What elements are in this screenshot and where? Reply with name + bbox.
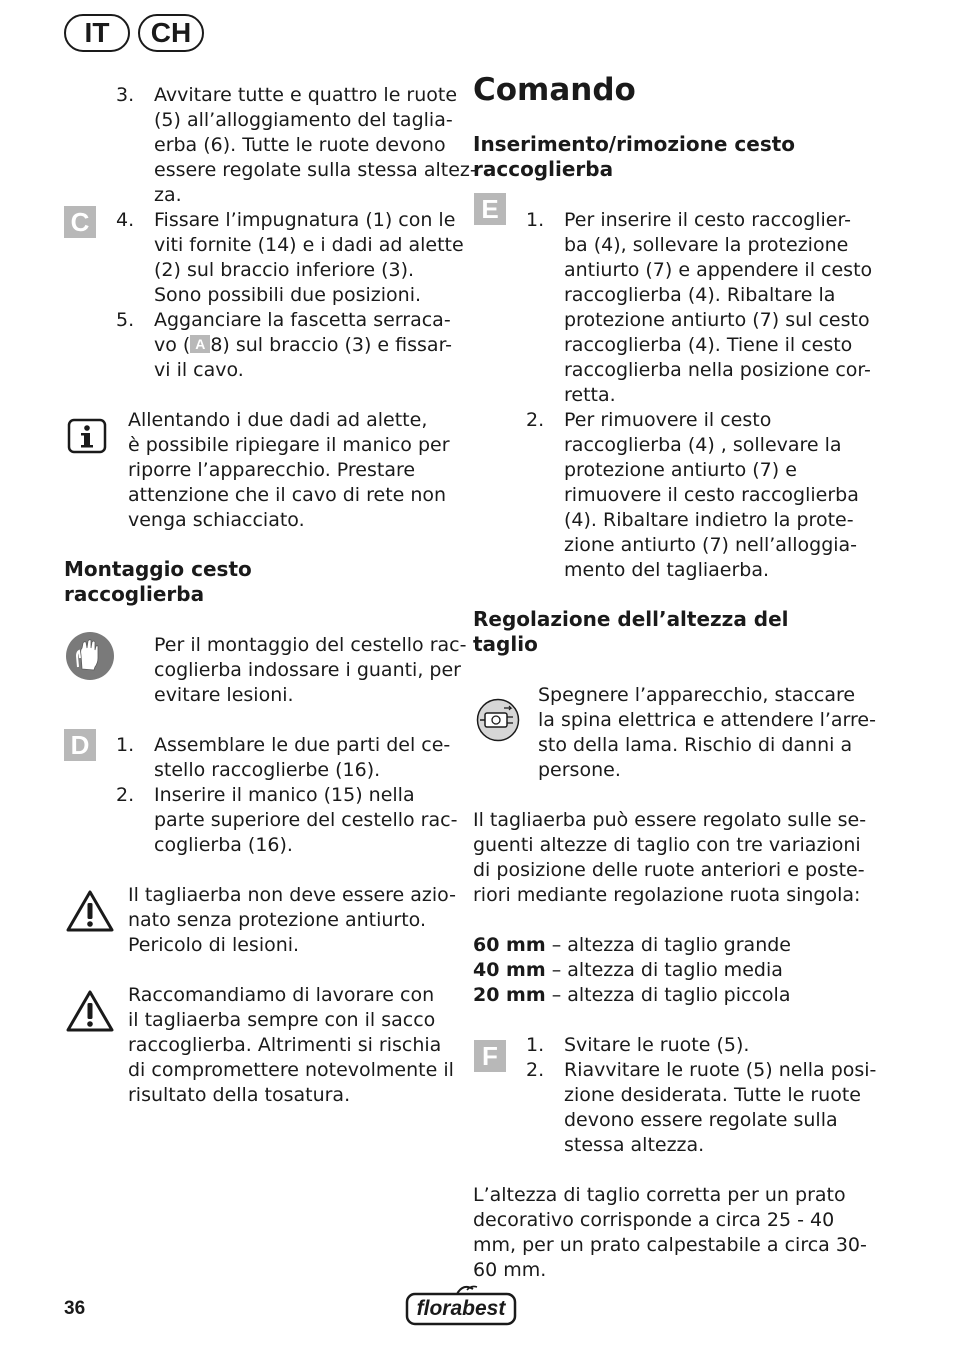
step-text-line: mento del tagliaerba. — [564, 559, 770, 581]
step-text-line: zione desiderata. Tutte le ruote — [564, 1084, 861, 1106]
figure-f-marker: F — [474, 1040, 506, 1072]
note-text-line: risultato della tosatura. — [128, 1084, 351, 1106]
step-text-line: antiurto (7) e appendere il cesto — [564, 259, 873, 281]
note-text-line: la spina elettrica e attendere l’arre- — [538, 709, 876, 731]
step-text-line: Sono possibili due posizioni. — [154, 284, 422, 306]
height-value: 20 mm — [473, 984, 546, 1006]
step-number: 1. — [526, 209, 545, 231]
gloves-icon — [65, 631, 115, 681]
paragraph-line: di posizione delle ruote anteriori e poste- — [473, 859, 865, 881]
paragraph-line: riori mediante regolazione ruota singola: — [473, 884, 861, 906]
step-text-line: raccoglierba nella posizione cor- — [564, 359, 871, 381]
lang-badge-it: IT — [64, 14, 130, 52]
height-desc: – altezza di taglio piccola — [545, 984, 791, 1006]
step-text-line: (5) all’alloggiamento del taglia- — [154, 109, 453, 131]
step-text-line: Assemblare le due parti del ce- — [154, 734, 451, 756]
step-text-line: Inserire il manico (15) nella — [154, 784, 415, 806]
paragraph-line: L’altezza di taglio corretta per un prato — [473, 1184, 846, 1206]
step-number: 4. — [116, 209, 135, 231]
unplug-icon — [476, 698, 520, 742]
step-text-line: raccoglierba (4). Ribaltare la — [564, 284, 836, 306]
text-fragment: vo ( — [154, 334, 191, 356]
figure-c-marker: C — [64, 206, 96, 238]
height-desc: – altezza di taglio media — [545, 959, 783, 981]
note-text-line: Allentando i due dadi ad alette, — [128, 409, 428, 431]
step-text-line: raccoglierba (4). Tiene il cesto — [564, 334, 853, 356]
step-text-line: Svitare le ruote (5). — [564, 1034, 750, 1056]
step-text-line: retta. — [564, 384, 616, 406]
step-text-line: devono essere regolate sulla — [564, 1109, 838, 1131]
step-text-line: protezione antiurto (7) e — [564, 459, 797, 481]
note-text-line: Per il montaggio del cestello rac- — [154, 634, 467, 656]
step-number: 3. — [116, 84, 135, 106]
note-text-line: attenzione che il cavo di rete non — [128, 484, 447, 506]
step-text-line: protezione antiurto (7) sul cesto — [564, 309, 870, 331]
page-number: 36 — [64, 1298, 86, 1319]
lang-badge-ch: CH — [138, 14, 204, 52]
step-text-line: (4). Ribaltare indietro la prote- — [564, 509, 854, 531]
figure-a-marker: A — [190, 335, 210, 353]
note-text-line: nato senza protezione antiurto. — [128, 909, 426, 931]
warning-icon — [66, 989, 114, 1033]
text-fragment: 8) sul braccio (3) e fissar- — [210, 334, 453, 356]
heading-line: raccoglierba — [64, 582, 205, 606]
note-text-line: evitare lesioni. — [154, 684, 294, 706]
step-text-line: Avvitare tutte e quattro le ruote — [154, 84, 458, 106]
note-text-line: coglierba indossare i guanti, per — [154, 659, 461, 681]
info-icon — [67, 418, 107, 454]
paragraph-line: Il tagliaerba può essere regolato sulle se- — [473, 809, 867, 831]
step-text-line: Riavvitare le ruote (5) nella posi- — [564, 1059, 877, 1081]
height-desc: – altezza di taglio grande — [545, 934, 791, 956]
step-text-line: Fissare l’impugnatura (1) con le — [154, 209, 456, 231]
step-text-line: stello raccoglierbe (16). — [154, 759, 381, 781]
figure-e-marker: E — [474, 193, 506, 225]
height-item — [473, 933, 791, 958]
step-text-line: raccoglierba (4) , sollevare la — [564, 434, 842, 456]
step-text-line: za. — [154, 184, 182, 206]
note-text-line: raccoglierba. Altrimenti si rischia — [128, 1034, 442, 1056]
figure-d-marker: D — [64, 729, 96, 761]
note-text-line: di compromettere notevolmente il — [128, 1059, 454, 1081]
note-text-line: Il tagliaerba non deve essere azio- — [128, 884, 457, 906]
heading-line: Montaggio cesto — [64, 557, 252, 581]
paragraph-line: mm, per un prato calpestabile a circa 30- — [473, 1234, 867, 1256]
brand-logo — [405, 1285, 517, 1327]
step-text-line: vi il cavo. — [154, 359, 244, 381]
step-number: 2. — [526, 409, 545, 431]
heading-line: taglio — [473, 632, 538, 656]
heading-line: Inserimento/rimozione cesto — [473, 132, 796, 156]
paragraph-line: guenti altezze di taglio con tre variazioni — [473, 834, 861, 856]
step-text-line: Per rimuovere il cesto — [564, 409, 772, 431]
step-text-line: ba (4), sollevare la protezione — [564, 234, 849, 256]
step-number: 5. — [116, 309, 135, 331]
note-text-line: il tagliaerba sempre con il sacco — [128, 1009, 436, 1031]
step-number: 2. — [116, 784, 135, 806]
step-text-line: zione antiurto (7) nell’alloggia- — [564, 534, 858, 556]
note-text-line: riporre l’apparecchio. Prestare — [128, 459, 416, 481]
step-text-line: rimuovere il cesto raccoglierba — [564, 484, 859, 506]
note-text-line: Raccomandiamo di lavorare con — [128, 984, 435, 1006]
step-text-line: Per inserire il cesto raccoglier- — [564, 209, 851, 231]
warning-icon — [66, 889, 114, 933]
paragraph-line: decorativo corrisponde a circa 25 - 40 — [473, 1209, 835, 1231]
step-text-line — [154, 333, 452, 358]
step-number: 1. — [116, 734, 135, 756]
note-text-line: venga schiacciato. — [128, 509, 305, 531]
paragraph-line: 60 mm. — [473, 1259, 547, 1281]
step-number: 2. — [526, 1059, 545, 1081]
note-text-line: persone. — [538, 759, 621, 781]
page-title: Comando — [473, 72, 636, 108]
step-text-line: erba (6). Tutte le ruote devono — [154, 134, 446, 156]
heading-line: raccoglierba — [473, 157, 614, 181]
step-number: 1. — [526, 1034, 545, 1056]
height-item — [473, 958, 783, 983]
height-item — [473, 983, 790, 1008]
step-text-line: coglierba (16). — [154, 834, 293, 856]
note-text-line: è possibile ripiegare il manico per — [128, 434, 450, 456]
height-value: 40 mm — [473, 959, 546, 981]
heading-line: Regolazione dell’altezza del — [473, 607, 789, 631]
note-text-line: Pericolo di lesioni. — [128, 934, 300, 956]
note-text-line: sto della lama. Rischio di danni a — [538, 734, 853, 756]
brand-logo-text: florabest — [416, 1297, 506, 1320]
step-text-line: viti fornite (14) e i dadi ad alette — [154, 234, 464, 256]
step-text-line: Agganciare la fascetta serraca- — [154, 309, 451, 331]
step-text-line: (2) sul braccio inferiore (3). — [154, 259, 415, 281]
step-text-line: essere regolate sulla stessa altez- — [154, 159, 477, 181]
step-text-line: parte superiore del cestello rac- — [154, 809, 458, 831]
height-value: 60 mm — [473, 934, 546, 956]
step-text-line: stessa altezza. — [564, 1134, 705, 1156]
note-text-line: Spegnere l’apparecchio, staccare — [538, 684, 856, 706]
